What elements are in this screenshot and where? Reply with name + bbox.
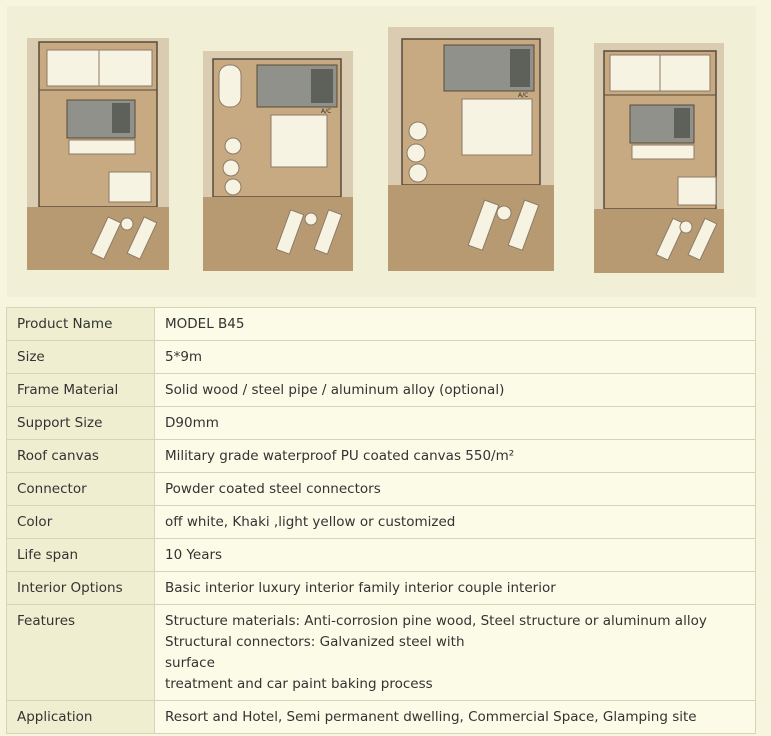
application-value: Resort and Hotel, Semi permanent dwelling, Commercial Space, Glamping site (155, 701, 756, 734)
table-row (7, 308, 756, 341)
spec-table (6, 307, 756, 734)
floor-plan-3 (388, 27, 556, 273)
floor-plan-4 (594, 43, 726, 275)
floor-plan-banner (7, 6, 756, 297)
spec-value: 5*9m (155, 341, 756, 374)
table-row (7, 341, 756, 374)
spec-label: Color (7, 506, 155, 539)
spec-label: Frame Material (7, 374, 155, 407)
table-row-features (7, 605, 756, 701)
floor-plan-1 (27, 38, 172, 272)
features-value (155, 605, 756, 701)
table-row (7, 539, 756, 572)
spec-label: Life span (7, 539, 155, 572)
floor-plan-2 (203, 51, 355, 273)
table-row (7, 407, 756, 440)
spec-label: Roof canvas (7, 440, 155, 473)
table-row (7, 572, 756, 605)
spec-value: 10 Years (155, 539, 756, 572)
spec-label: Size (7, 341, 155, 374)
spec-value: Military grade waterproof PU coated canvas 550/m² (155, 440, 756, 473)
ac-label: A/C (321, 108, 332, 115)
spec-value: off white, Khaki ,light yellow or customized (155, 506, 756, 539)
table-row (7, 506, 756, 539)
table-row-application (7, 701, 756, 734)
spec-value: Basic interior luxury interior family interior couple interior (155, 572, 756, 605)
features-line: Structure materials: Anti-corrosion pine wood, Steel structure or aluminum alloy Structural connectors: Galvanized steel with (165, 613, 707, 650)
spec-value: D90mm (155, 407, 756, 440)
table-row (7, 440, 756, 473)
table-row (7, 473, 756, 506)
features-line: treatment and car paint baking process (165, 676, 433, 692)
ac-label: A/C (518, 92, 529, 99)
spec-value: Powder coated steel connectors (155, 473, 756, 506)
spec-label: Connector (7, 473, 155, 506)
application-label: Application (7, 701, 155, 734)
spec-value: Solid wood / steel pipe / aluminum alloy (optional) (155, 374, 756, 407)
features-line: surface (165, 655, 215, 671)
table-row (7, 374, 756, 407)
features-label: Features (7, 605, 155, 701)
spec-label: Product Name (7, 308, 155, 341)
spec-label: Interior Options (7, 572, 155, 605)
spec-label: Support Size (7, 407, 155, 440)
spec-value: MODEL B45 (155, 308, 756, 341)
